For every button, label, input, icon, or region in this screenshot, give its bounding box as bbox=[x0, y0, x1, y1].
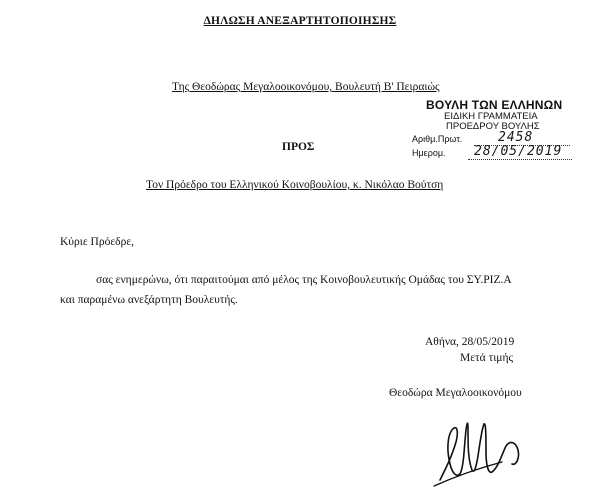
body-line-2: και παραμένω ανεξάρτητη Βουλευτής. bbox=[60, 294, 238, 306]
stamp-date-label: Ημερομ. bbox=[412, 148, 446, 158]
stamp-department: ΕΙΔΙΚΗ ΓΡΑΜΜΑΤΕΙΑ bbox=[444, 111, 538, 122]
stamp-date-dotted-line bbox=[468, 159, 572, 160]
addressee-heading: ΠΡΟΣ bbox=[282, 141, 315, 153]
parliament-registry-stamp bbox=[412, 98, 582, 166]
stamp-protocol-label: Αριθμ.Πρωτ. bbox=[412, 134, 463, 144]
place-date-line: Αθήνα, 28/05/2019 bbox=[425, 336, 515, 348]
recipient-line: Τον Πρόεδρο του Ελληνικού Κοινοβουλίου, κ. Νικόλαο Βούτση bbox=[146, 179, 444, 191]
body-line-1: σας ενημερώνω, ότι παραιτούμαι από μέλος της Κοινοβουλευτικής Ομάδας του ΣΥ.ΡΙΖ.Α bbox=[96, 274, 512, 286]
salutation: Κύριε Πρόεδρε, bbox=[60, 236, 135, 248]
stamp-institution: ΒΟΥΛΗ ΤΩΝ ΕΛΛΗΝΩΝ bbox=[426, 98, 563, 112]
document-title: ΔΗΛΩΣΗ ΑΝΕΞΑΡΤΗΤΟΠΟΙΗΣΗΣ bbox=[203, 15, 397, 27]
handwritten-signature bbox=[432, 408, 572, 488]
closing-phrase: Μετά τιμής bbox=[460, 352, 514, 364]
signer-name: Θεοδώρα Μεγαλοοικονόμου bbox=[389, 387, 522, 399]
stamp-date-value: 28/05/2019 bbox=[474, 144, 563, 159]
stamp-office: ΠΡΟΕΔΡΟΥ ΒΟΥΛΗΣ bbox=[446, 121, 540, 132]
sender-line: Της Θεοδώρας Μεγαλοοικονόμου, Βουλευτή Β' Πειραιώς bbox=[172, 81, 440, 93]
stamp-protocol-number: 2458 bbox=[498, 130, 534, 145]
